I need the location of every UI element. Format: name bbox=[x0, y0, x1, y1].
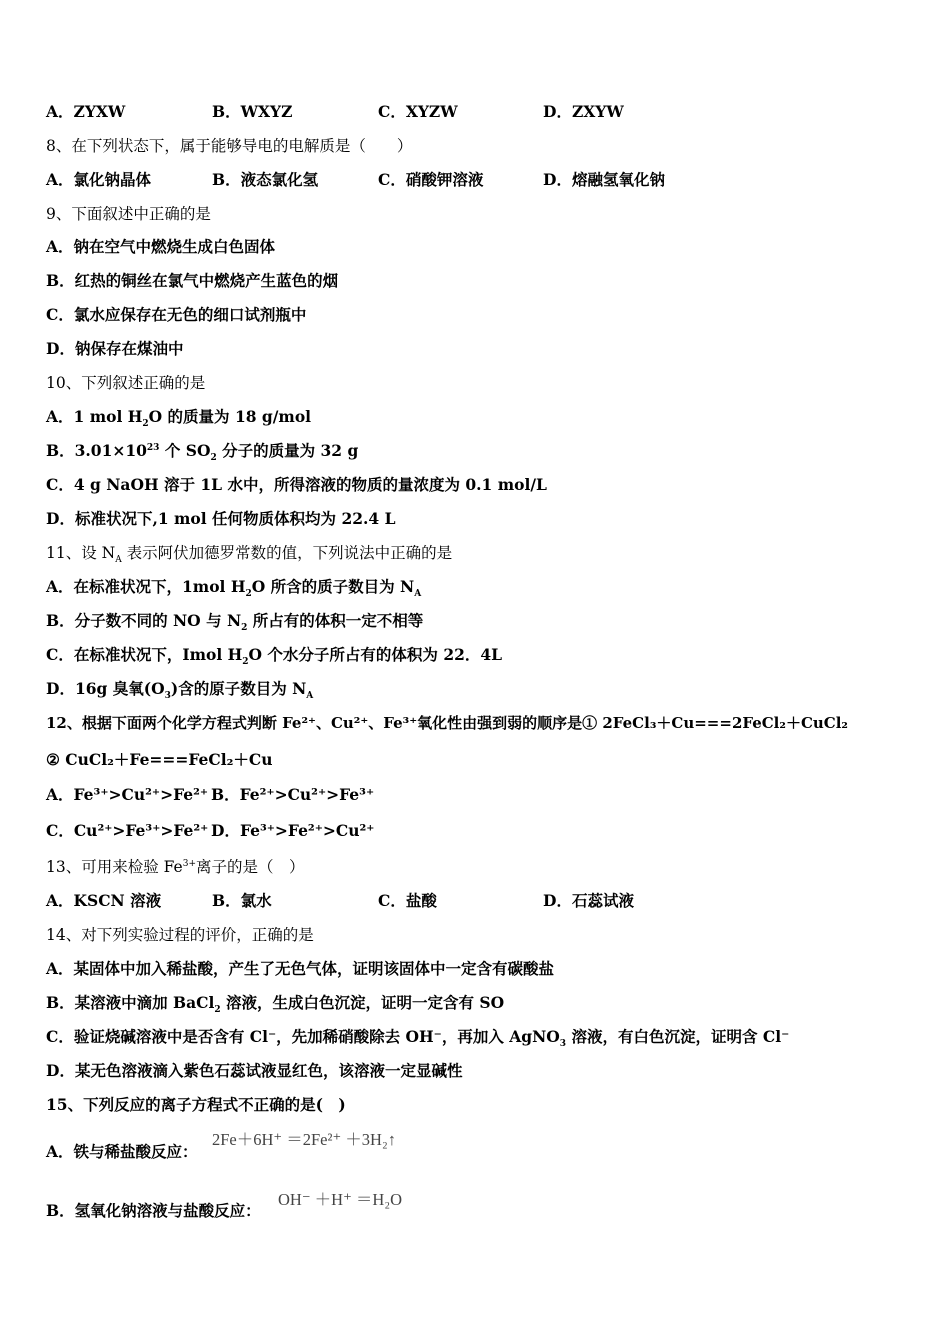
q11-option-a: A．在标准状况下，1mol $H_2O$ 所含的质子数目为 $N_A$ bbox=[46, 577, 422, 600]
q14-option-d: D．某无色溶液滴入紫色石蕊试液显红色，该溶液一定显碱性 bbox=[46, 1061, 463, 1080]
q14-option-c: C．验证烧碱溶液中是否含有 Cl⁻，先加稀硝酸除去 OH⁻，再加入 AgNO$_3$ 溶液，有白色沉淀，证明含 Cl⁻ bbox=[46, 1027, 790, 1050]
q7-option-c: C．XYZW bbox=[378, 102, 458, 121]
q14-option-b: B．某溶液中滴加 BaCl$_2$ 溶液，生成白色沉淀，证明一定含有 SO bbox=[46, 993, 505, 1016]
q9-option-c: C．氯水应保存在无色的细口试剂瓶中 bbox=[46, 305, 307, 324]
q13-option-c: C．盐酸 bbox=[378, 891, 437, 910]
q10-stem: 10、下列叙述正确的是 bbox=[46, 374, 206, 392]
q10-option-d: D．标准状况下,1 mol 任何物质体积均为 22.4 L bbox=[46, 509, 396, 528]
q7-option-b: B．WXYZ bbox=[212, 102, 293, 121]
q10-option-b: B．$3.01\times 10^{23}$ 个 $SO_2$ 分子的质量为 32 g bbox=[46, 441, 359, 464]
q9-option-b: B．红热的铜丝在氯气中燃烧产生蓝色的烟 bbox=[46, 271, 339, 290]
q13-option-d: D．石蕊试液 bbox=[543, 891, 634, 910]
q9-option-a: A．钠在空气中燃烧生成白色固体 bbox=[46, 237, 276, 256]
q9-stem: 9、下面叙述中正确的是 bbox=[46, 205, 211, 223]
q7-option-a: A．ZYXW bbox=[46, 102, 126, 121]
q12-stem: 12、根据下面两个化学方程式判断 Fe²⁺、Cu²⁺、Fe³⁺氧化性由强到弱的顺序是① 2FeCl₃＋Cu===2FeCl₂＋CuCl₂ bbox=[46, 714, 849, 732]
q8-option-b: B．液态氯化氢 bbox=[212, 170, 319, 189]
q15-stem: 15、下列反应的离子方程式不正确的是( ) bbox=[46, 1095, 346, 1114]
q13-option-b: B．氯水 bbox=[212, 891, 272, 910]
q15-option-b-label: B．氢氧化钠溶液与盐酸反应： bbox=[46, 1201, 261, 1220]
q11-option-d: D．16g 臭氧$(O_3)$含的原子数目为 $N_A$ bbox=[46, 679, 314, 702]
q15-option-a-equation: 2Fe＋6H⁺ ＝2Fe²⁺ ＋3H₂↑ bbox=[212, 1130, 396, 1149]
q14-option-a: A．某固体中加入稀盐酸，产生了无色气体，证明该固体中一定含有碳酸盐 bbox=[46, 959, 555, 978]
q15-option-b-equation: OH⁻ ＋H⁺ ＝H₂O bbox=[278, 1190, 402, 1209]
q8-option-c: C．硝酸钾溶液 bbox=[378, 170, 484, 189]
q11-stem: 11、设 $N_A$ 表示阿伏加德罗常数的值，下列说法中正确的是 bbox=[46, 544, 453, 566]
q7-option-d: D．ZXYW bbox=[543, 102, 624, 121]
q11-option-c: C．在标准状况下，Imol $H_2O$ 个水分子所占有的体积为 22．4L bbox=[46, 645, 503, 668]
q12-option-c: C．Cu²⁺>Fe³⁺>Fe²⁺ bbox=[46, 821, 209, 840]
q12-option-d: D．Fe³⁺>Fe²⁺>Cu²⁺ bbox=[211, 821, 375, 840]
q8-stem: 8、在下列状态下，属于能够导电的电解质是（ ） bbox=[46, 137, 413, 155]
q14-stem: 14、对下列实验过程的评价，正确的是 bbox=[46, 926, 314, 944]
q12-option-a: A．Fe³⁺>Cu²⁺>Fe²⁺ bbox=[46, 785, 209, 804]
q8-option-d: D．熔融氢氧化钠 bbox=[543, 170, 665, 189]
q8-option-a: A．氯化钠晶体 bbox=[46, 170, 152, 189]
q10-option-a: A．1 mol $H_2O$ 的质量为 18 g/mol bbox=[46, 407, 312, 430]
q13-option-a: A．KSCN 溶液 bbox=[46, 891, 162, 910]
q9-option-d: D．钠保存在煤油中 bbox=[46, 339, 184, 358]
q11-option-b: B．分子数不同的 NO 与 $N_2$ 所占有的体积一定不相等 bbox=[46, 611, 424, 634]
q15-option-a-label: A．铁与稀盐酸反应： bbox=[46, 1142, 198, 1161]
q10-option-c: C．4 g NaOH 溶于 1L 水中，所得溶液的物质的量浓度为 0.1 mol/L bbox=[46, 475, 547, 494]
q12-option-b: B．Fe²⁺>Cu²⁺>Fe³⁺ bbox=[211, 785, 375, 804]
q13-stem: 13、可用来检验 $Fe^{3+}$离子的是（ ） bbox=[46, 858, 305, 876]
q12-equation-2: ② CuCl₂＋Fe===FeCl₂＋Cu bbox=[46, 750, 273, 769]
